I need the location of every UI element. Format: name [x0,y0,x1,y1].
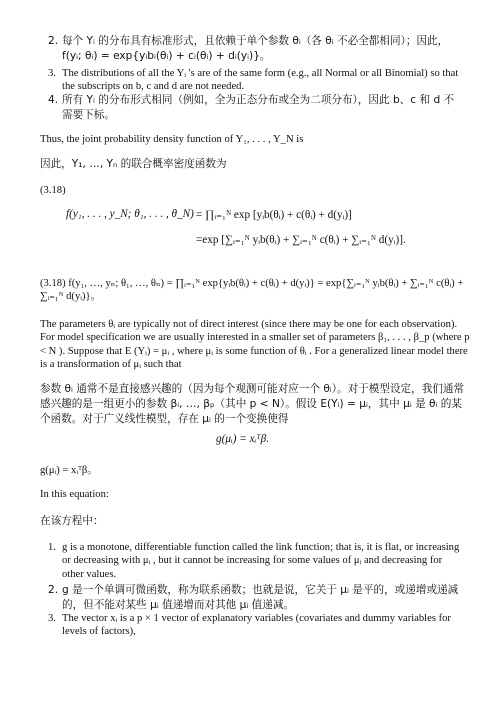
paragraph-in-equation: In this equation: [40,489,109,500]
list-number: 3. [48,68,56,79]
equation-line-2: =exp [∑ᵢ₌₁ᴺ yᵢb(θᵢ) + ∑ᵢ₌₁ᴺ c(θᵢ) + ∑ᵢ₌₁ᴺ d(yᵢ)]. [196,234,406,246]
list-number: 2. [48,35,59,47]
paragraph-parameters: The parameters θᵢ are typically not of direct interest (since there may be one for each observation). For model specification we are usually interested in a smaller set of parameters β₁, . . . , β_p (where p < N ). Suppose that E (Yᵢ) = μᵢ , where μᵢ is some function of θᵢ . For a generalized linear model there is a transformation of μᵢ such that [40,319,470,371]
paragraph-thus: Thus, the joint probability density function of Y₁, . . . , Y_N is [40,134,304,145]
list-item: g is a monotone, differentiable function called the link function; that is, it is flat, or increasing or decreasing with μᵢ , but it cannot be increasing for some values of μᵢ and decreasing for other values. [62,542,460,580]
equation-label: (3.18) [40,185,66,196]
equation-lhs: f(y₁, . . . , y_N; θ₁, . . . , θ_N) [66,208,194,220]
paragraph-thus-cn: 因此，Y₁, …, Yₙ 的联合概率密度函数为 [40,158,227,170]
list-number: 4. [48,94,59,106]
list-number: 2. [48,584,59,596]
equation-link: g(μᵢ) = xᵢᵀβ. [216,433,269,445]
list-item: 每个 Yᵢ 的分布具有标准形式，且依赖于单个参数 θᵢ（各 θᵢ 不必全都相同）；因此，f(yᵢ; θᵢ) = exp{yᵢbᵢ(θᵢ) + cᵢ(θᵢ) + dᵢ(yᵢ)}。 [62,35,449,62]
equation-inline: (3.18) f(y₁, …, yₙ; θ₁, …, θₙ) = ∏ᵢ₌₁ᴺ exp{yᵢb(θᵢ) + c(θᵢ) + d(yᵢ)} = exp{∑ᵢ₌₁ᴺ yᵢb(θᵢ) + ∑ᵢ₌₁ᴺ c(θᵢ) + ∑ᵢ₌₁ᴺ d(yᵢ)}。 [40,278,464,303]
equation-line-1: = ∏ᵢ₌₁ᴺ exp [yᵢb(θᵢ) + c(θᵢ) + d(yᵢ)] [196,209,352,221]
list-item: The distributions of all the Yᵢ 's are of the same form (e.g., all Normal or all Binomial) so that the subscripts on b, c and d are not needed. [62,68,459,93]
list-item: The vector xᵢ is a p × 1 vector of explanatory variables (covariates and dummy variables for levels of factors), [62,613,451,638]
paragraph-in-equation-cn: 在该方程中： [40,515,104,527]
paragraph-parameters-cn: 参数 θᵢ 通常不是直接感兴趣的（因为每个观测可能对应一个 θᵢ）。对于模型设定，我们通常感兴趣的是一组更小的参数 βᵢ, …, βₚ（其中 p < N）。假设 E(Yᵢ) = μᵢ，其中 μᵢ 是 θᵢ 的某个函数。对于广义线性模型，存在 μᵢ 的一个变换使得 [40,383,465,425]
equation-link-inline: g(μᵢ) = xᵢᵀβ。 [40,465,98,476]
list-item: g 是一个单调可微函数，称为联系函数；也就是说，它关于 μᵢ 是平的，或递增或递减的，但不能对某些 μᵢ 值递增而对其他 μᵢ 值递减。 [62,584,459,611]
list-number: 1. [48,542,56,553]
list-number: 3. [48,613,56,624]
list-item: 所有 Yᵢ 的分布形式相同（例如，全为正态分布或全为二项分布），因此 b、c 和 d 不需要下标。 [62,94,455,121]
